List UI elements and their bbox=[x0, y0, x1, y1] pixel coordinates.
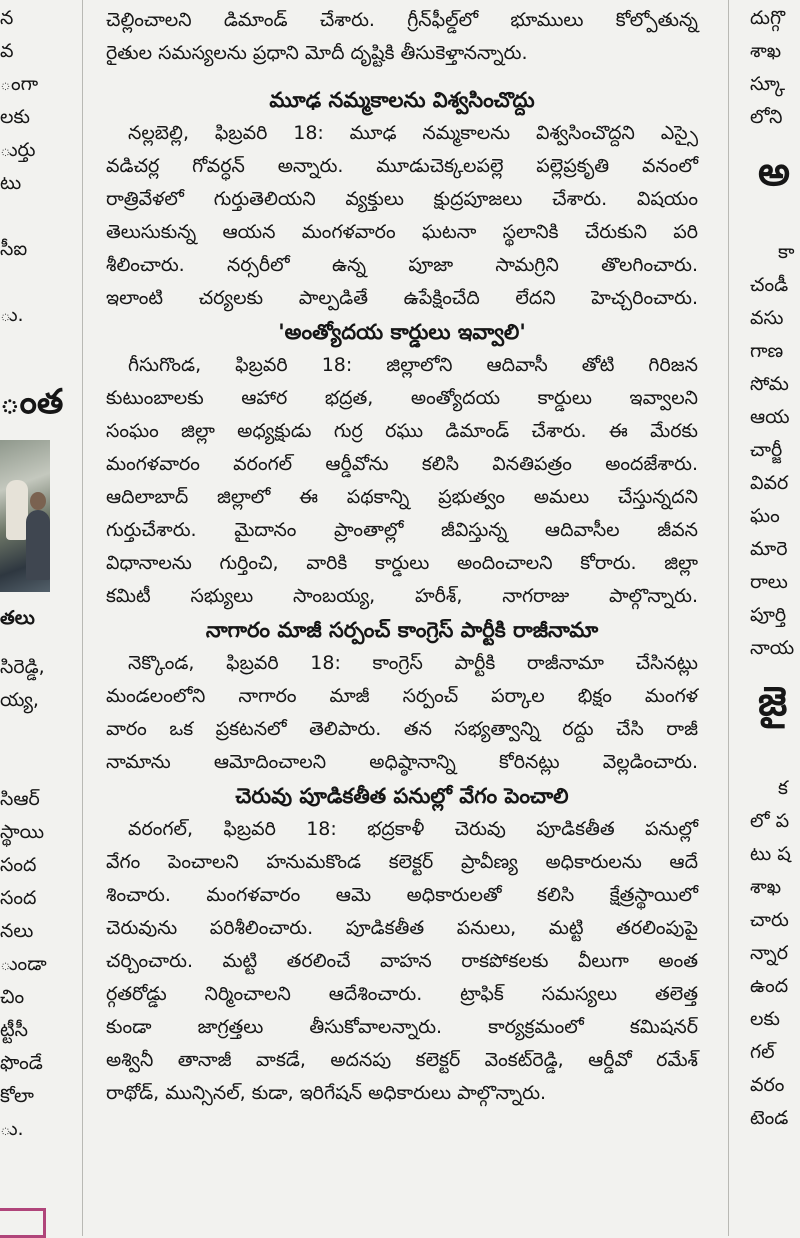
article-line: గీసుగొండ, ఫిబ్రవరి 18: జిల్లాలోని ఆదివాసీ తోటి గిరిజన bbox=[128, 354, 698, 376]
right-line: చార్జీ bbox=[750, 439, 783, 461]
article-line: నెక్కొండ, ఫిబ్రవరి 18: కాంగ్రెస్ పార్టీకి రాజీనామా చేసినట్లు bbox=[128, 652, 698, 674]
article-line: విధానాలను గుర్తించి, వారికి కార్డులు అందించాలని కోరారు. జిల్లా bbox=[106, 552, 698, 574]
right-line: ఘం bbox=[750, 505, 780, 527]
article-line: కుటుంబాలకు ఆహార భద్రత, అంత్యోదయ కార్డులు ఇవ్వాలని bbox=[106, 387, 698, 409]
right-line: ఆయ bbox=[750, 406, 790, 428]
article-line: వారం ఒక ప్రకటనలో తెలిపారు. తన సభ్యత్వాన్ని రద్దు చేసి రాజీ bbox=[106, 718, 698, 740]
right-line: లకు bbox=[750, 1008, 780, 1030]
article-line: శీలించారు. నర్సరీలో ఉన్న పూజా సామగ్రిని తొలగించారు. bbox=[106, 254, 698, 276]
headline-superstition: మూఢ నమ్మకాలను విశ్వసించొద్దు bbox=[269, 88, 535, 112]
right-line: వివర bbox=[750, 472, 789, 494]
article-body-antyodaya bbox=[106, 349, 698, 613]
left-line: న bbox=[0, 7, 14, 29]
right-line: స్కూ bbox=[750, 73, 786, 95]
article-line: మంగళవారం వరంగల్ ఆర్డీవోను కలిసి వినతిపత్రం అందజేశారు. bbox=[106, 453, 698, 475]
news-photo bbox=[0, 440, 50, 592]
left-line: స్థాయి bbox=[0, 821, 45, 843]
article-line: నల్లబెల్లి, ఫిబ్రవరి 18: మూఢ నమ్మకాలను విశ్వసించొద్దని ఎస్సై bbox=[128, 122, 698, 144]
article-line: గుర్తుచేశారు. మైదానం ప్రాంతాల్లో జీవిస్తున్న ఆదివాసీల జీవన bbox=[106, 519, 698, 541]
right-line: నాయ bbox=[750, 637, 795, 659]
right-column bbox=[750, 0, 800, 1236]
article-line: వడిచర్ల గోవర్ధన్ అన్నారు. మూడుచెక్కలపల్లె పల్లెప్రకృతి వనంలో bbox=[106, 155, 698, 177]
article-line: నామాను ఆమోదించాలని అధిష్ఠానాన్ని కోరినట్లు వెల్లడించారు. bbox=[106, 751, 698, 773]
right-line: రాలు bbox=[750, 571, 788, 593]
article-line: రాత్రివేళలో గుర్తుతెలియని వ్యక్తులు క్షుద్రపూజలు చేశారు. విషయం bbox=[106, 188, 698, 210]
left-line: సిఆర్ bbox=[0, 788, 40, 810]
left-line: కోలా bbox=[0, 1085, 34, 1107]
article-line: అశ్వినీ తానాజీ వాకడే, అదనపు కలెక్టర్ వెంకట్‌రెడ్డి, ఆర్డీవో రమేశ్ bbox=[106, 1049, 698, 1071]
right-heading-fragment: జై bbox=[758, 679, 788, 725]
right-line: సోమ bbox=[750, 373, 789, 395]
article-line: మండలంలోని నాగారం మాజీ సర్పంచ్ పర్కాల భిక్షం మంగళ bbox=[106, 685, 698, 707]
right-line: క bbox=[778, 777, 788, 799]
article-line: ర్గతరోడ్డు నిర్మించాలని ఆదేశించారు. ట్రాఫిక్ సమస్యలు తలెత్త bbox=[106, 983, 698, 1005]
left-line bbox=[0, 200, 38, 233]
article-line: ఇలాంటి చర్యలకు పాల్పడితే ఉపేక్షించేది లేదని హెచ్చరించారు. bbox=[106, 287, 698, 309]
article-line: శించారు. మంగళవారం ఆమె అధికారులతో కలిసి క్షేత్రస్థాయిలో bbox=[106, 884, 698, 906]
right-line: గల్ bbox=[750, 1041, 775, 1063]
right-line: శాఖ bbox=[750, 876, 782, 898]
left-line: చిం bbox=[0, 986, 25, 1008]
left-line: య్య, bbox=[0, 689, 39, 711]
left-line: ు. bbox=[0, 1118, 24, 1140]
right-line: లోని bbox=[750, 106, 783, 128]
article-line: కమిటీ సభ్యులు సాంబయ్య, హరీశ్, నాగరాజు పాల్గొన్నారు. bbox=[106, 585, 698, 607]
intro-line: రైతుల సమస్యలను ప్రధాని మోదీ దృష్టికి తీసుకెళ్తానన్నారు. bbox=[106, 42, 528, 64]
article-line: తెలుసుకున్న ఆయన మంగళవారం ఘటనా స్థలానికి చేరుకుని పరి bbox=[106, 221, 698, 243]
article-body-tank-desilting bbox=[106, 813, 698, 1110]
right-line: లో ప bbox=[750, 810, 790, 832]
left-line bbox=[0, 717, 47, 750]
right-line: పూర్తి bbox=[750, 604, 787, 626]
article-line: చర్చించారు. మట్టి తరలించే వాహన రాకపోకలకు వీలుగా అంత bbox=[106, 950, 698, 972]
article-line: వరంగల్, ఫిబ్రవరి 18: భద్రకాళీ చెరువు పూడికతీత పనుల్లో bbox=[128, 818, 698, 840]
left-heading-fragment: ంత bbox=[0, 382, 64, 422]
left-line: సంద bbox=[0, 854, 37, 876]
intro-line: చెల్లించాలని డిమాండ్ చేశారు. గ్రీన్‌ఫీల్డ్‌లో భూములు కోల్పోతున్న bbox=[106, 9, 698, 31]
left-line: ంగా bbox=[0, 73, 39, 95]
headline-antyodaya: 'అంత్యోదయ కార్డులు ఇవ్వాలి' bbox=[278, 320, 526, 344]
left-line: ు. bbox=[0, 304, 24, 326]
right-line: న్నార bbox=[750, 942, 788, 964]
article-line: రాథోడ్, మున్సినల్, కుడా, ఇరిగేషన్ అధికారులు పాల్గొన్నారు. bbox=[106, 1082, 547, 1104]
right-line: దుగ్గొ bbox=[750, 7, 786, 29]
right-line: గాణ bbox=[750, 340, 784, 362]
right-line: వరం bbox=[750, 1074, 785, 1096]
left-line: ుర్తు bbox=[0, 139, 36, 161]
right-line: శాఖ bbox=[750, 40, 782, 62]
article-body-superstition bbox=[106, 117, 698, 315]
right-line: మారె bbox=[750, 538, 788, 560]
left-line: లకు bbox=[0, 106, 30, 128]
left-line: ుండా bbox=[0, 953, 47, 975]
article-line: వేగం పెంచాలని హనుమకొండ కలెక్టర్ ప్రావీణ్య అధికారులను ఆదే bbox=[106, 851, 698, 873]
adjacent-box-frame bbox=[0, 1208, 46, 1238]
article-line: ఆదిలాబాద్ జిల్లాలో ఈ పథకాన్ని ప్రభుత్వం అమలు చేస్తున్నదని bbox=[106, 486, 698, 508]
left-line: వ bbox=[0, 40, 14, 62]
photo-caption-fragment: తలు bbox=[0, 607, 35, 629]
right-line: వసు bbox=[750, 307, 784, 329]
left-line: సంద bbox=[0, 887, 37, 909]
left-line bbox=[0, 750, 47, 783]
headline-tank-desilting: చెరువు పూడికతీత పనుల్లో వేగం పెంచాలి bbox=[235, 784, 569, 808]
left-line: ట్టీసీ bbox=[0, 1019, 29, 1041]
left-line bbox=[0, 266, 38, 299]
column-divider-left bbox=[82, 0, 83, 1236]
right-line: చారు bbox=[750, 909, 789, 931]
article-line: చెరువును పరిశీలించారు. పూడికతీత పనులు, మట్టి తరలింపుపై bbox=[106, 917, 698, 939]
right-line: ఉంద bbox=[750, 975, 789, 997]
right-heading-fragment: అ bbox=[758, 149, 790, 195]
right-line: చండీ bbox=[750, 274, 789, 296]
column-divider-right bbox=[728, 0, 729, 1236]
main-column bbox=[106, 0, 698, 1236]
left-line: టు bbox=[0, 172, 22, 194]
right-line: కా bbox=[778, 241, 795, 263]
article-body-nagaram bbox=[106, 647, 698, 779]
left-line: ఫొండే bbox=[0, 1052, 43, 1074]
headline-nagaram: నాగారం మాజీ సర్పంచ్ కాంగ్రెస్ పార్టీకి రాజీనామా bbox=[205, 618, 599, 642]
left-line: సీఐ bbox=[0, 238, 28, 260]
article-line: కుండా జాగ్రత్తలు తీసుకోవాలన్నారు. కార్యక్రమంలో కమిషనర్ bbox=[106, 1016, 698, 1038]
left-line: నలు bbox=[0, 920, 34, 942]
right-line: టు ష bbox=[750, 843, 791, 865]
left-line: సిరెడ్డి, bbox=[0, 656, 45, 678]
left-column bbox=[0, 0, 64, 1236]
article-line: సంఘం జిల్లా అధ్యక్షుడు గుర్ర రఘు డిమాండ్ చేశారు. ఈ మేరకు bbox=[106, 420, 698, 442]
right-line: టెండ bbox=[750, 1107, 789, 1129]
